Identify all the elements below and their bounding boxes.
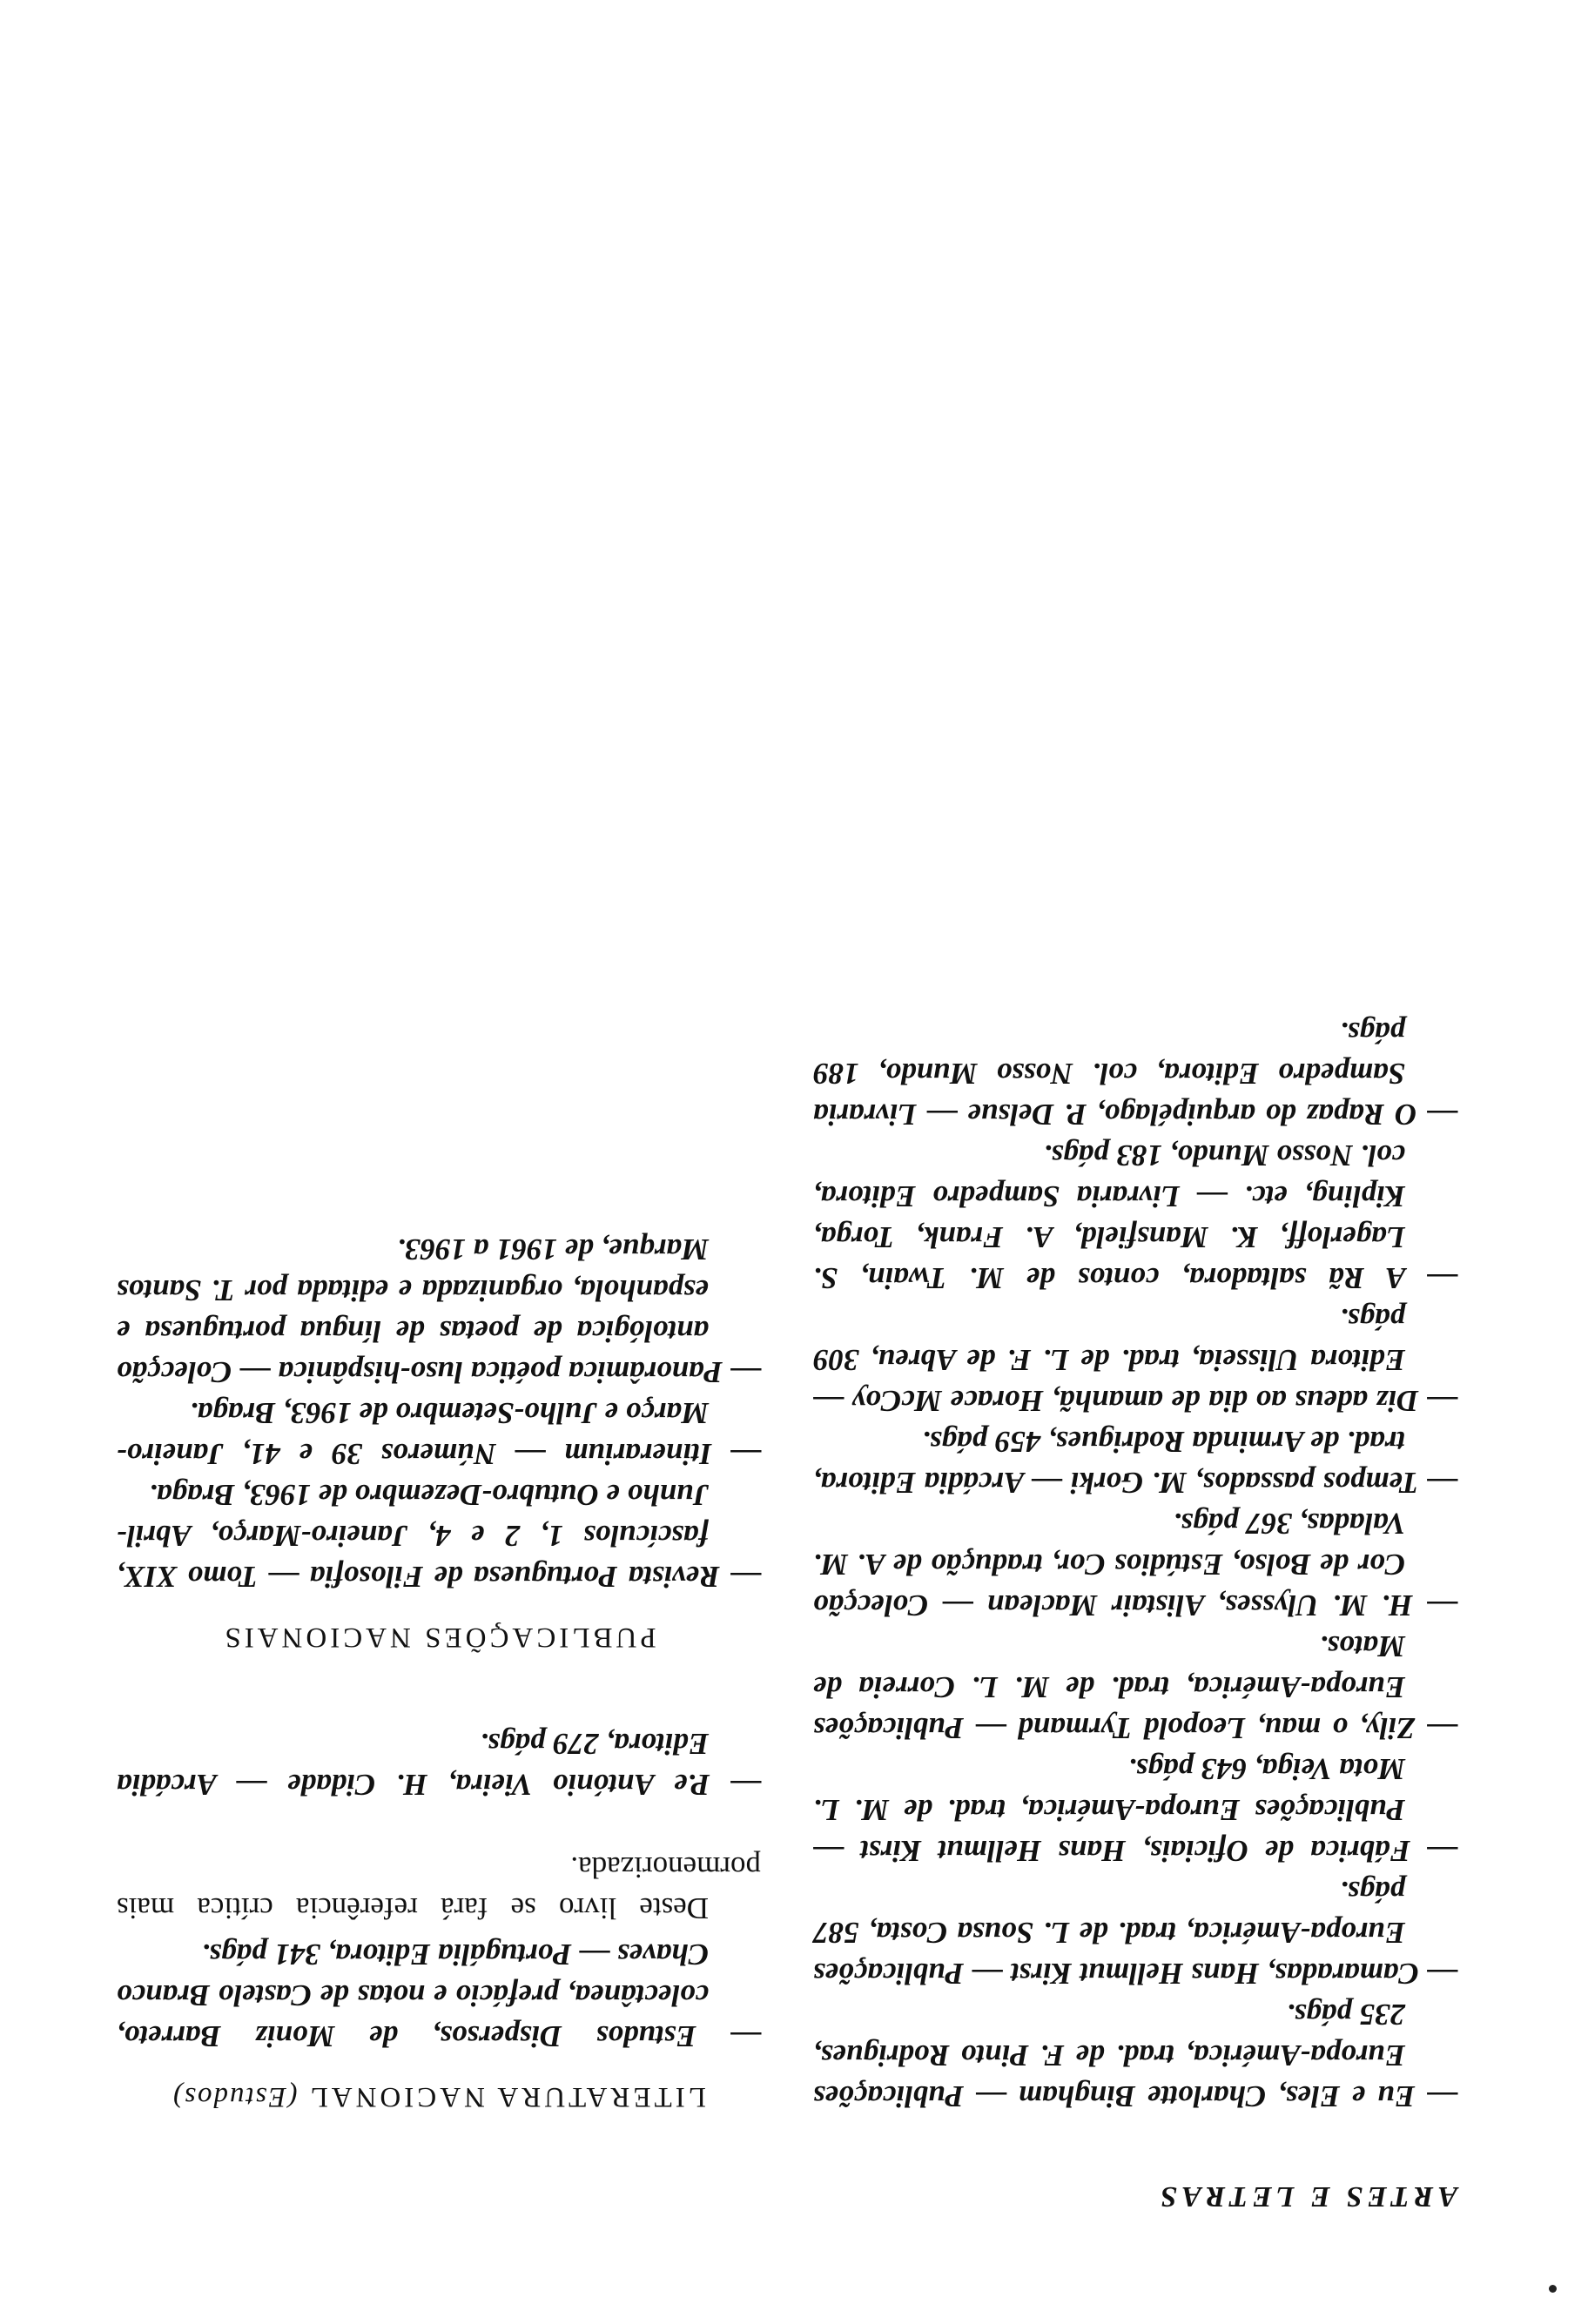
list-item: — Panorâmica poética luso-hispânica — Colecção antológica de poetas de língua portuguesa e espanhola, organizada e editada por T. Santos Marque, de 1961 a 1963.	[117, 1233, 761, 1389]
list-item: — Zily, o mau, Leopold Tyrmand — Publicações Europa-América, trad. de M. L. Correia de Matos.	[813, 1629, 1457, 1745]
list-item: — Tempos passados, M. Gorki — Arcádia Editora, trad. de Arminda Rodrigues, 459 págs.	[813, 1425, 1457, 1500]
left-column	[813, 1012, 1457, 2117]
list-item: — Camaradas, Hans Hellmut Kirst — Publicações Europa-América, trad. de L. Sousa Costa, 587 págs.	[813, 1875, 1457, 1991]
scan-dot-mark	[1549, 2285, 1557, 2293]
editorial-note: Deste livro se fará referência crítica mais pormenorizada.	[117, 1850, 761, 1925]
list-item: — Fábrica de Oficiais, Hans Hellmut Kirst — Publicações Europa-América, trad. de M. L. Mota Veiga, 643 págs.	[813, 1752, 1457, 1868]
list-item: — Diz adeus ao dia de amanhã, Horace McCoy — Editora Ulisseia, trad. de L. F. de Abreu, 309 págs.	[813, 1302, 1457, 1418]
section-title-text: LITERATURA NACIONAL	[307, 2081, 706, 2112]
list-item: — P.e António Vieira, H. Cidade — Arcádia Editora, 279 págs.	[117, 1727, 761, 1802]
list-item: — Revista Portuguesa de Filosofia — Tomo XIX, fascículos 1, 2 e 4, Janeiro-Março, Abril-Junho e Outubro-Dezembro de 1963, Braga.	[117, 1478, 761, 1594]
section-gap	[117, 1657, 761, 1723]
list-item: — Estudos Dispersos, de Moniz Barreto, colectânea, prefácio e notas de Castelo Branco Chaves — Portugália Editora, 341 págs.	[117, 1938, 761, 2053]
list-item: — A Rã saltadora, contos de M. Twain, S. Lagerloff, K. Mansfield, A. Frank, Torga, Kipling, etc. — Livraria Sampedro Editora, col. Nosso Mundo, 183 págs.	[813, 1138, 1457, 1295]
right-column	[117, 1229, 761, 2117]
list-item: — Itinerarium — Números 39 e 41, Janeiro-Março e Julho-Setembro de 1963, Braga.	[117, 1396, 761, 1471]
section-title-publicacoes: PUBLICAÇÕES NACIONAIS	[221, 1622, 656, 1653]
list-item: — H. M. Ulysses, Alistair Maclean — Colecção Cor de Bolso, Estúdios Cor, tradução de A. M. Valadas, 367 págs.	[813, 1507, 1457, 1622]
list-item: — O Rapaz do arquipélago, P. Delsue — Livraria Sampedro Editora, col. Nosso Mundo, 189 págs.	[813, 1016, 1457, 1132]
section-subtitle: (Estudos)	[172, 2081, 298, 2112]
list-item: — Eu e Eles, Charlotte Bingham — Publicações Europa-América, trad. de F. Pinto Rodrigues, 235 págs.	[813, 1998, 1457, 2113]
section-title-literatura	[117, 2076, 761, 2117]
running-head: ARTES E LETRAS	[1156, 2180, 1457, 2213]
